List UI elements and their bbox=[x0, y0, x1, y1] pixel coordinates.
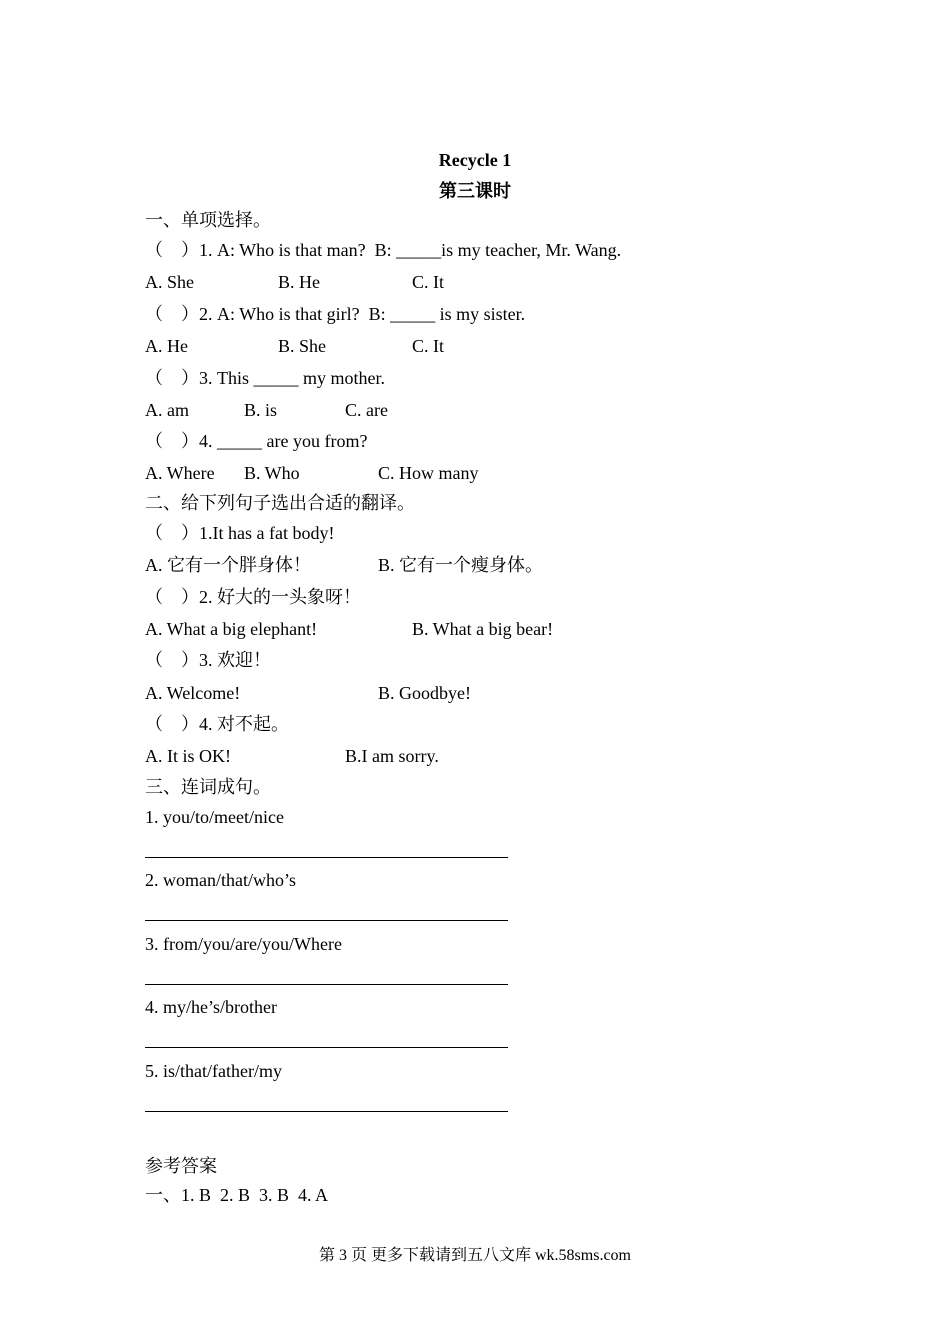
s1-q2-option-c: C. It bbox=[412, 336, 445, 356]
section1-heading: 一、单项选择。 bbox=[145, 210, 271, 230]
s2-q4-option-b: B.I am sorry. bbox=[345, 746, 439, 766]
answer-line-4[interactable] bbox=[145, 1047, 508, 1048]
s1-q4-option-c: C. How many bbox=[378, 463, 479, 483]
s1-q1-prompt: （ ）1. A: Who is that man? B: _____is my teacher, Mr. Wang. bbox=[145, 240, 622, 260]
s3-item-2: 2. woman/that/who’s bbox=[145, 870, 296, 890]
section2-heading: 二、给下列句子选出合适的翻译。 bbox=[145, 493, 415, 513]
s1-q4-prompt: （ ）4. _____ are you from? bbox=[145, 431, 368, 451]
s1-q1-option-b: B. He bbox=[278, 272, 320, 292]
answer-line-2[interactable] bbox=[145, 920, 508, 921]
s1-q3-option-a: A. am bbox=[145, 400, 189, 420]
s2-q4-option-a: A. It is OK! bbox=[145, 746, 231, 766]
s3-item-1: 1. you/to/meet/nice bbox=[145, 807, 284, 827]
s1-q3-prompt: （ ）3. This _____ my mother. bbox=[145, 368, 385, 388]
s2-q2-option-a: A. What a big elephant! bbox=[145, 619, 318, 639]
s2-q3-option-b: B. Goodbye! bbox=[378, 683, 471, 703]
s2-q1-option-a: A. 它有一个胖身体！ bbox=[145, 555, 311, 575]
s1-q1-option-c: C. It bbox=[412, 272, 445, 292]
answer-line-1[interactable] bbox=[145, 857, 508, 858]
answers-line-1: 一、1. B 2. B 3. B 4. A bbox=[145, 1185, 329, 1205]
s2-q4-prompt: （ ）4. 对不起。 bbox=[145, 714, 289, 734]
answer-line-5[interactable] bbox=[145, 1111, 508, 1112]
s1-q2-prompt: （ ）2. A: Who is that girl? B: _____ is my sister. bbox=[145, 304, 526, 324]
s2-q2-prompt: （ ）2. 好大的一头象呀！ bbox=[145, 587, 361, 607]
s2-q1-prompt: （ ）1.It has a fat body! bbox=[145, 523, 335, 543]
answer-line-3[interactable] bbox=[145, 984, 508, 985]
document-subtitle: 第三课时 bbox=[439, 181, 511, 201]
s1-q3-option-c: C. are bbox=[345, 400, 388, 420]
s1-q2-option-a: A. He bbox=[145, 336, 188, 356]
page-footer: 第 3 页 更多下载请到五八文库 wk.58sms.com bbox=[318, 1247, 631, 1264]
s2-q1-option-b: B. 它有一个瘦身体。 bbox=[378, 555, 544, 575]
s2-q3-prompt: （ ）3. 欢迎！ bbox=[145, 650, 271, 670]
s2-q2-option-b: B. What a big bear! bbox=[412, 619, 554, 639]
answers-heading: 参考答案 bbox=[145, 1156, 217, 1176]
s1-q4-option-b: B. Who bbox=[244, 463, 300, 483]
s3-item-4: 4. my/he’s/brother bbox=[145, 997, 277, 1017]
s3-item-5: 5. is/that/father/my bbox=[145, 1061, 282, 1081]
s1-q3-option-b: B. is bbox=[244, 400, 278, 420]
section3-heading: 三、连词成句。 bbox=[145, 777, 271, 797]
s1-q4-option-a: A. Where bbox=[145, 463, 215, 483]
document-title: Recycle 1 bbox=[438, 150, 512, 170]
s3-item-3: 3. from/you/are/you/Where bbox=[145, 934, 342, 954]
s1-q1-option-a: A. She bbox=[145, 272, 194, 292]
s1-q2-option-b: B. She bbox=[278, 336, 327, 356]
s2-q3-option-a: A. Welcome! bbox=[145, 683, 241, 703]
